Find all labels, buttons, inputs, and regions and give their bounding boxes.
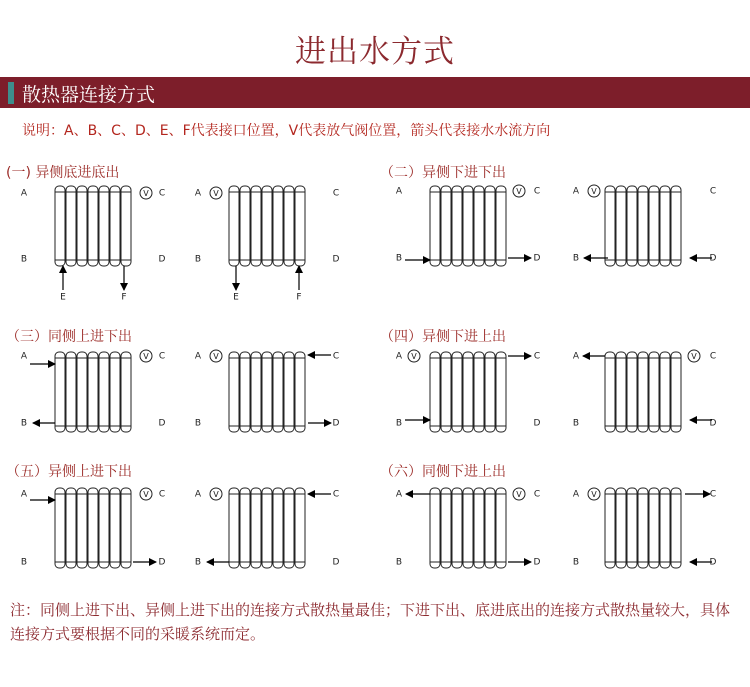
port-label-d: D (332, 418, 340, 429)
radiator-11 (430, 488, 506, 568)
port-label-d: D (709, 557, 717, 568)
radiator-7 (430, 352, 506, 432)
radiator-column (671, 186, 681, 266)
port-label-b: B (395, 557, 403, 568)
radiator-column (616, 352, 626, 432)
port-label-b: B (395, 418, 403, 429)
radiator-column (88, 186, 98, 266)
port-label-b: B (572, 418, 580, 429)
port-label-a: A (572, 351, 580, 362)
radiator-column (671, 352, 681, 432)
port-label-a: A (20, 188, 28, 199)
port-label-c: C (332, 489, 340, 500)
radiator-column (229, 186, 239, 266)
radiator-column (485, 186, 495, 266)
radiator-column (649, 488, 659, 568)
radiator-column (474, 186, 484, 266)
radiator-column (463, 488, 473, 568)
radiator-column (284, 352, 294, 432)
port-label-c: C (709, 351, 717, 362)
radiator-column (671, 488, 681, 568)
port-label-d: D (709, 418, 717, 429)
radiator-column (441, 186, 451, 266)
radiator-column (262, 352, 272, 432)
radiator-column (121, 488, 131, 568)
port-label-d: D (533, 557, 541, 568)
radiator-column (55, 352, 65, 432)
radiator-5 (55, 352, 131, 432)
radiator-6 (229, 352, 305, 432)
radiator-column (99, 488, 109, 568)
port-label-a: A (572, 186, 580, 197)
port-label-b: B (20, 557, 28, 568)
radiator-column (284, 488, 294, 568)
radiator-column (295, 186, 305, 266)
radiator-column (474, 488, 484, 568)
port-label-c: C (533, 351, 541, 362)
radiator-12 (605, 488, 681, 568)
port-label-c: C (709, 186, 717, 197)
legend-description: 说明：A、B、C、D、E、F代表接口位置，V代表放气阀位置，箭头代表接水水流方向 (22, 123, 551, 139)
radiator-column (229, 352, 239, 432)
radiator-column (430, 352, 440, 432)
vent-valve-label: V (143, 352, 149, 361)
port-label-b: B (194, 254, 202, 265)
port-label-a: A (194, 351, 202, 362)
radiator-column (638, 186, 648, 266)
radiator-column (262, 488, 272, 568)
port-label-a: A (20, 351, 28, 362)
port-label-a: A (194, 188, 202, 199)
vent-valve-label: V (591, 490, 597, 499)
footnote: 注：同侧上进下出、异侧上进下出的连接方式散热量最佳；下进下出、底进底出的连接方式散热量较大，具体连接方式要根据不同的采暖系统而定。 (10, 601, 731, 643)
port-label-b: B (20, 254, 28, 265)
radiator-column (284, 186, 294, 266)
port-label-c: C (158, 489, 166, 500)
port-label-f: F (121, 292, 127, 303)
port-label-e: E (60, 292, 66, 303)
radiator-column (77, 352, 87, 432)
radiator-column (441, 488, 451, 568)
radiator-column (240, 352, 250, 432)
radiator-1 (55, 186, 131, 266)
port-label-b: B (194, 418, 202, 429)
radiator-column (474, 352, 484, 432)
port-label-d: D (332, 557, 340, 568)
radiator-column (441, 352, 451, 432)
radiator-column (638, 488, 648, 568)
vent-valve-label: V (591, 187, 597, 196)
port-label-c: C (533, 489, 541, 500)
radiator-column (121, 352, 131, 432)
radiator-column (496, 488, 506, 568)
port-label-b: B (20, 418, 28, 429)
vent-valve-label: V (691, 352, 697, 361)
page-title: 进出水方式 (295, 34, 455, 70)
radiator-8 (605, 352, 681, 432)
caption-2: （二）异侧下进下出 (380, 165, 506, 181)
radiator-column (627, 488, 637, 568)
radiator-column (110, 186, 120, 266)
caption-4: （四）异侧下进上出 (380, 329, 506, 345)
port-label-d: D (158, 418, 166, 429)
radiator-column (251, 352, 261, 432)
radiator-column (452, 186, 462, 266)
radiator-column (605, 352, 615, 432)
radiator-column (77, 488, 87, 568)
radiator-column (251, 488, 261, 568)
radiator-column (88, 352, 98, 432)
vent-valve-label: V (411, 352, 417, 361)
radiator-column (452, 352, 462, 432)
port-label-a: A (395, 489, 403, 500)
port-label-b: B (395, 253, 403, 264)
radiator-column (66, 186, 76, 266)
radiator-column (251, 186, 261, 266)
radiator-column (99, 352, 109, 432)
radiator-column (273, 352, 283, 432)
radiator-column (430, 488, 440, 568)
radiator-10 (229, 488, 305, 568)
radiator-4 (605, 186, 681, 266)
port-label-b: B (194, 557, 202, 568)
radiator-column (55, 186, 65, 266)
radiator-column (616, 186, 626, 266)
port-label-d: D (709, 253, 717, 264)
radiator-column (496, 352, 506, 432)
radiator-column (77, 186, 87, 266)
radiator-column (649, 186, 659, 266)
radiator-column (660, 488, 670, 568)
radiator-column (295, 488, 305, 568)
port-label-c: C (709, 489, 717, 500)
port-label-c: C (158, 351, 166, 362)
caption-6: （六）同侧下进上出 (380, 464, 506, 480)
caption-1: (一) 异侧底进底出 (6, 165, 120, 181)
radiator-column (240, 488, 250, 568)
port-label-d: D (158, 557, 166, 568)
port-label-d: D (158, 254, 166, 265)
vent-valve-label: V (516, 187, 522, 196)
radiator-3 (430, 186, 506, 266)
radiator-column (110, 352, 120, 432)
vent-valve-label: V (213, 189, 219, 198)
port-label-d: D (332, 254, 340, 265)
radiator-column (463, 186, 473, 266)
radiator-column (605, 488, 615, 568)
caption-3: （三）同侧上进下出 (6, 329, 132, 345)
port-label-a: A (395, 186, 403, 197)
radiator-column (485, 488, 495, 568)
radiator-column (66, 488, 76, 568)
radiator-column (660, 352, 670, 432)
vent-valve-label: V (213, 352, 219, 361)
port-label-f: F (296, 292, 302, 303)
port-label-a: A (572, 489, 580, 500)
port-label-b: B (572, 557, 580, 568)
caption-5: （五）异侧上进下出 (6, 464, 132, 480)
radiator-column (121, 186, 131, 266)
radiator-column (295, 352, 305, 432)
radiator-column (99, 186, 109, 266)
radiator-2 (229, 186, 305, 266)
radiator-column (485, 352, 495, 432)
radiator-column (616, 488, 626, 568)
radiator-column (55, 488, 65, 568)
vent-valve-label: V (143, 490, 149, 499)
radiator-column (273, 186, 283, 266)
radiator-column (605, 186, 615, 266)
radiator-column (88, 488, 98, 568)
port-label-c: C (332, 351, 340, 362)
radiator-column (452, 488, 462, 568)
port-label-c: C (533, 186, 541, 197)
radiator-column (627, 186, 637, 266)
port-label-b: B (572, 253, 580, 264)
radiator-column (273, 488, 283, 568)
radiator-column (627, 352, 637, 432)
radiator-column (660, 186, 670, 266)
port-label-e: E (233, 292, 239, 303)
radiator-9 (55, 488, 131, 568)
radiator-column (430, 186, 440, 266)
radiator-column (66, 352, 76, 432)
port-label-c: C (158, 188, 166, 199)
radiator-column (229, 488, 239, 568)
radiator-column (638, 352, 648, 432)
vent-valve-label: V (143, 189, 149, 198)
port-label-d: D (533, 418, 541, 429)
radiator-column (463, 352, 473, 432)
radiator-column (496, 186, 506, 266)
port-label-d: D (533, 253, 541, 264)
radiator-column (262, 186, 272, 266)
port-label-a: A (395, 351, 403, 362)
port-label-a: A (20, 489, 28, 500)
port-label-a: A (194, 489, 202, 500)
radiator-column (110, 488, 120, 568)
radiator-column (240, 186, 250, 266)
vent-valve-label: V (213, 490, 219, 499)
vent-valve-label: V (516, 490, 522, 499)
port-label-c: C (332, 188, 340, 199)
radiator-column (649, 352, 659, 432)
section-title: 散热器连接方式 (22, 84, 156, 106)
